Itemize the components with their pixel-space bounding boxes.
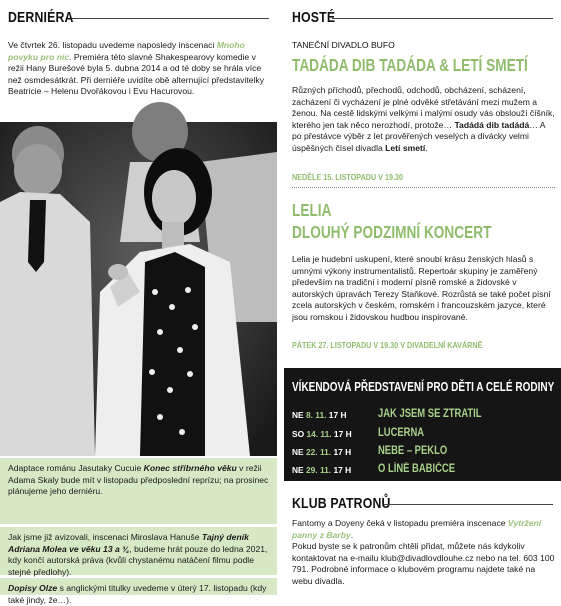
text-span: . Premiéra této slavné Shakespearovy komedie v režii Hany Burešové byla 5. dubna 2014 a od té doby se hrála více než osmdesátkrát. Při derniéře uvidíte obě alternující představitelky Beatricie – Helenu Dvořákovou i Evu Hacurovou.	[8, 51, 265, 97]
show-link[interactable]: Mnoho povyku pro nic	[8, 40, 245, 62]
text-span: Jak jsme již avizovali, inscenaci Miroslava Hanuše	[8, 532, 202, 542]
day: SO	[292, 429, 305, 439]
tadada-paragraph	[292, 85, 556, 155]
dopisy-olze-box	[0, 578, 277, 605]
show-link[interactable]: Vytržení panny z Barby	[292, 518, 542, 540]
show-name: Konec stříbrného věku	[143, 463, 237, 473]
klub-title: KLUB PATRONŮ	[292, 495, 391, 512]
weekend-show-name[interactable]: NEBE – PEKLO	[378, 445, 448, 457]
time: 17 H	[333, 465, 352, 475]
text-span: , budeme hrát pouze do ledna 2021, kdy končí autorská práva (kvůli chystanému natáčení filmu podle stejné předlohy).	[8, 543, 268, 577]
lelia-date: PÁTEK 27. LISTOPADU V 19.30 V DIVADELNÍ KAVÁRNĚ	[292, 340, 483, 350]
text-span: … A po přestávce výběr z let prověřených veselých a divácky velmi úspěšných čísel divadla	[292, 119, 546, 153]
date: 29. 11.	[305, 465, 332, 475]
klub-line-1	[292, 518, 558, 541]
weekend-title: VÍKENDOVÁ PŘEDSTAVENÍ PRO DĚTI A CELÉ RODINY	[292, 380, 555, 394]
text-span: v režii Adama Skaly bude mít v listopadu předposlední reprízu; na prosinec plánujeme jeho derniéru.	[8, 463, 269, 497]
weekend-date	[292, 465, 351, 475]
weekend-row[interactable]	[284, 408, 561, 422]
klub-line-2: Pokud byste se k patronům chtěli přidat, můžete nás kdykoliv kontaktovat na e-mailu klub@divadlovdlouhe.cz nebo na tel. 603 100 791. Podrobné informace o klubovém programu najdete také na webu divadla.	[292, 541, 555, 586]
time: 17 H	[328, 410, 347, 420]
weekend-show-name[interactable]: LUCERNA	[378, 427, 425, 439]
text-span: s anglickými titulky uvedeme v úterý 17. listopadu (kdy také jindy, že…).	[8, 583, 267, 605]
text-span: Ve čtvrtek 26. listopadu uvedeme naposledy inscenaci	[8, 40, 217, 50]
weekend-row[interactable]	[284, 445, 561, 459]
company-label: TANEČNÍ DIVADLO BUFO	[292, 40, 395, 50]
weekend-show-name[interactable]: O LÍNÉ BABIČCE	[378, 463, 456, 475]
text-span: Fantomy a Doyeny čeká v listopadu premiéra inscenace	[292, 518, 508, 528]
lelia-paragraph: Lelia je hudební uskupení, které snoubí krásu ženských hlasů s umnými výkony instrumentalistů. Repertoár skupiny je zaměřený především na tradiční i moderní písně romské a židovské v autorských úpravách Terezy Staňkové. Rozrůstá se také počet písní zcela autorských v českém, romském i francouzském jazyce, které jsou romskou i židovskou hudbou inspirované.	[292, 254, 551, 322]
right-column	[284, 0, 561, 595]
tajny-denik-box	[0, 527, 277, 575]
text-span: .	[350, 529, 354, 540]
dotted-divider	[292, 187, 555, 188]
konec-stribrneho-veku-box	[0, 458, 277, 524]
show-name: Tajný deník Adriana Molea ve věku 13 a ¾	[8, 532, 249, 554]
hoste-header	[284, 0, 561, 28]
text-span: Různých příchodů, přechodů, odchodů, obcházení, scházení, zacházení či vycházení je plné odvěké střetávání mezi mužem a ženou. Na cestě lidskými velkými i malými osudy vás obslouží číšník, kterého jen tak něco nerozhodí, protože…	[292, 85, 555, 130]
date: 22. 11.	[305, 447, 332, 457]
date: 14. 11.	[306, 429, 332, 439]
day: NE	[292, 465, 304, 475]
weekend-row[interactable]	[284, 463, 561, 477]
header-rule	[384, 504, 553, 505]
derniera-header	[0, 0, 277, 28]
photo-illustration	[0, 122, 277, 456]
weekend-date	[292, 429, 352, 439]
hoste-title: HOSTÉ	[292, 9, 336, 26]
weekend-show-name[interactable]: JAK JSEM SE ZTRATIL	[378, 408, 482, 420]
klub-header	[284, 484, 561, 512]
header-rule	[332, 18, 553, 19]
lelia-title[interactable]: LELIA	[292, 200, 332, 220]
tadada-show-title[interactable]: TADÁDA DIB TADÁDA & LETÍ SMETÍ	[292, 55, 528, 75]
weekend-date	[292, 410, 347, 420]
show-name: Tadádá dib tadádá	[454, 119, 530, 130]
day: NE	[292, 410, 304, 420]
tadada-date: NEDĚLE 15. LISTOPADU V 19.30	[292, 172, 404, 182]
left-column	[0, 0, 277, 605]
header-rule	[72, 18, 269, 19]
derniera-paragraph	[8, 40, 272, 98]
time: 17 H	[333, 429, 352, 439]
show-name: Dopisy Olze	[8, 583, 58, 593]
day: NE	[292, 447, 304, 457]
weekend-row[interactable]	[284, 427, 561, 441]
date: 8. 11.	[305, 410, 327, 420]
weekend-shows-panel	[284, 368, 561, 481]
company-name: Letí smetí	[385, 142, 426, 153]
text-span: Adaptace románu Jasutaky Cucuie	[8, 463, 144, 473]
derniera-title: DERNIÉRA	[8, 9, 74, 26]
lelia-subtitle[interactable]: DLOUHÝ PODZIMNÍ KONCERT	[292, 222, 492, 242]
weekend-date	[292, 447, 351, 457]
text-span: .	[425, 142, 428, 153]
time: 17 H	[333, 447, 352, 457]
production-photo	[0, 122, 277, 456]
klub-paragraph	[292, 518, 558, 588]
